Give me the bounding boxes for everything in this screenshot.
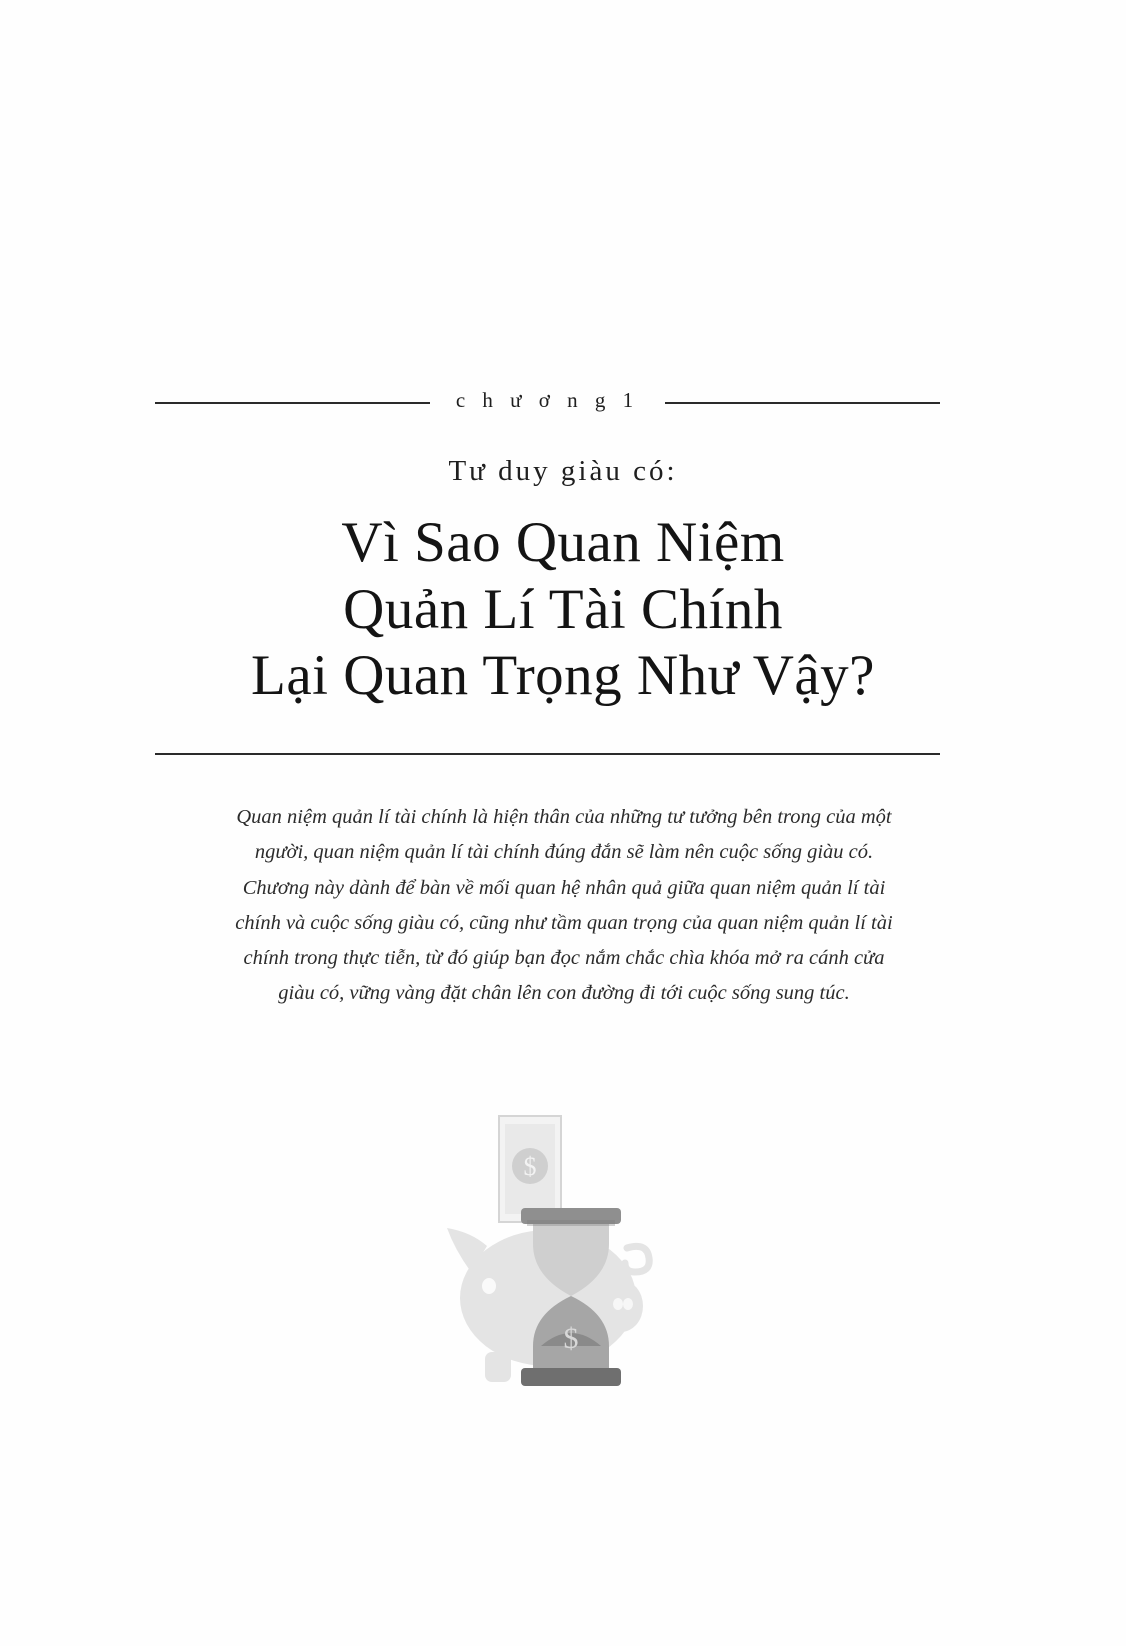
rule-right	[665, 402, 940, 404]
title-line-1: Vì Sao Quan Niệm	[341, 511, 785, 574]
page-title	[0, 510, 1126, 710]
rule-left	[155, 402, 430, 404]
title-line-2: Quản Lí Tài Chính	[343, 577, 783, 641]
svg-text:$: $	[563, 1322, 579, 1355]
title-line-3: Lại Quan Trọng Như Vậy?	[251, 644, 875, 708]
chapter-label: c h ư ơ n g 1	[455, 388, 640, 412]
chapter-illustration	[0, 1100, 1126, 1400]
chapter-abstract: Quan niệm quản lí tài chính là hiện thân của những tư tưởng bên trong của một người, quan niệm quản lí tài chính đúng đắn sẽ làm nên cuộc sống giàu có. Chương này dành để bàn về mối quan hệ nhân quả giữa quan niệm quản lí tài chính và cuộc sống giàu có, cũng như tầm quan trọng của quan niệm quản lí tài chính trong thực tiễn, từ đó giúp bạn đọc nắm chắc chìa khóa mở ra cánh cửa giàu có, vững vàng đặt chân lên con đường đi tới cuộc sống sung túc.	[235, 806, 893, 1005]
svg-text:$: $	[523, 1152, 537, 1181]
chapter-divider	[155, 390, 940, 415]
chapter-subtitle: Tư duy giàu có:	[448, 455, 678, 487]
title-bottom-rule	[155, 753, 940, 755]
banknote-icon	[499, 1116, 561, 1222]
